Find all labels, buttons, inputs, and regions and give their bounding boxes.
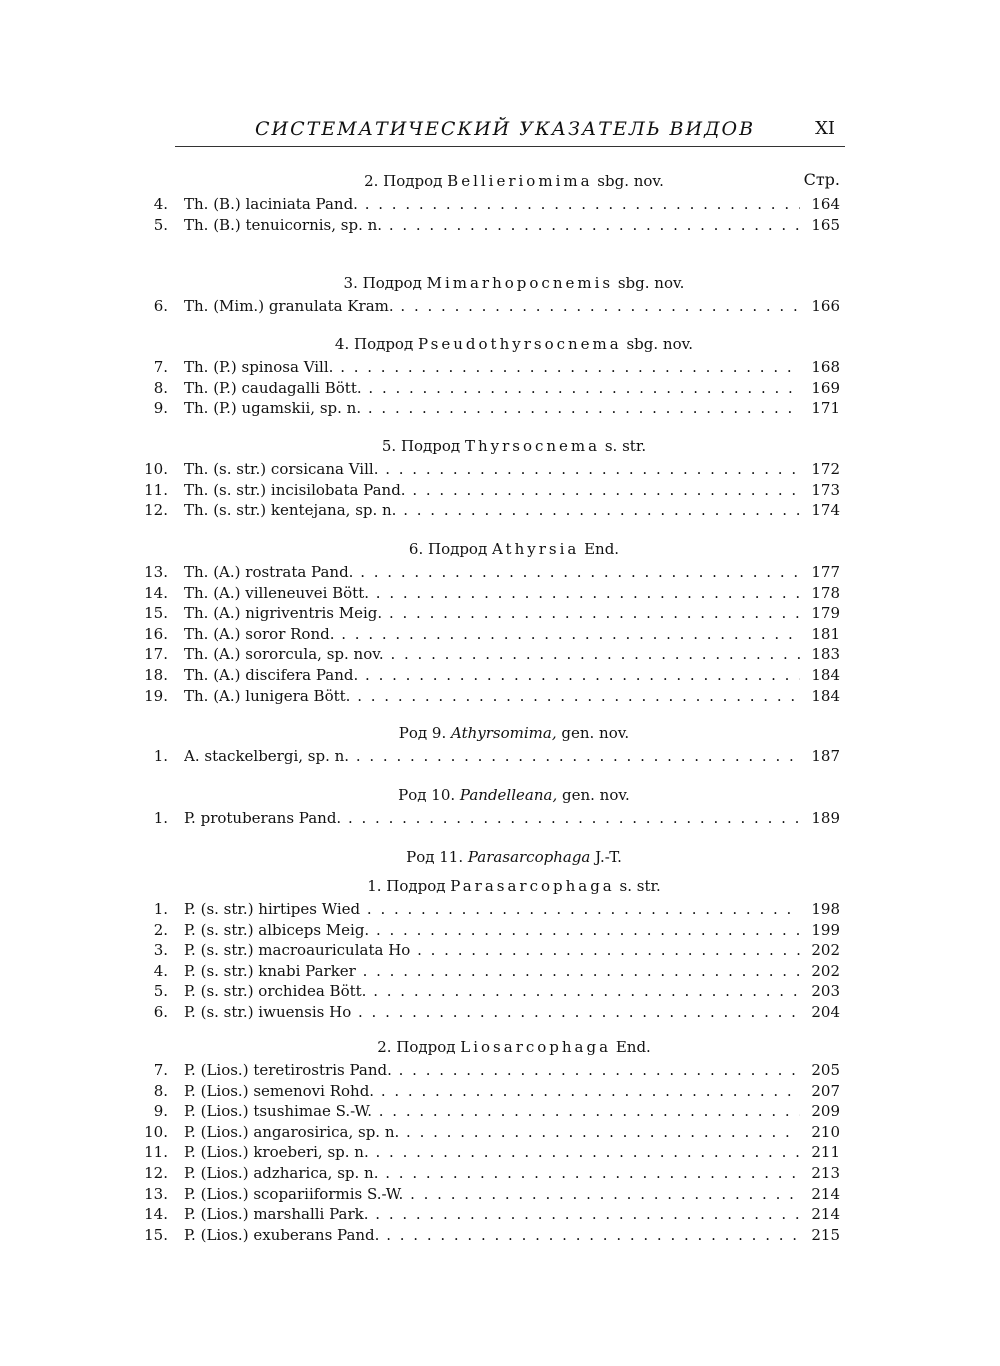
entry-page: 203 <box>800 981 840 1001</box>
entry-number: 9. <box>153 1102 168 1121</box>
index-entry <box>0 1002 1000 1022</box>
entry-page: 173 <box>800 480 840 500</box>
section-label: Род 9. <box>398 724 451 742</box>
entry-species: Th. (A.) villeneuvei Bött. . . . <box>184 583 804 603</box>
index-entry <box>0 296 1000 316</box>
entry-species: P. (Lios.) scopariiformis S.-W. . . . <box>184 1184 804 1204</box>
section-suffix: sbg. nov. <box>592 172 664 190</box>
entry-number: 1. <box>153 747 168 765</box>
entry-page: 184 <box>800 686 840 706</box>
entry-species: Th. (s. str.) kentejana, sp. n. . . . <box>184 500 804 520</box>
entry-number: 13. <box>144 563 168 581</box>
entry-number: 16. <box>144 624 168 643</box>
section-label: 4. Подрод <box>334 335 418 353</box>
entry-number: 5. <box>153 215 168 234</box>
entry-species: Th. (s. str.) corsicana Vill. . . . <box>184 459 804 479</box>
entry-number: 5. <box>153 982 168 1001</box>
entry-page: 214 <box>800 1184 840 1204</box>
section-label: Род 10. <box>398 786 460 804</box>
index-entry <box>0 1184 1000 1204</box>
section-heading <box>184 538 844 560</box>
entry-page: 204 <box>800 1002 840 1022</box>
index-entry <box>0 624 1000 644</box>
entry-number: 4. <box>153 961 168 980</box>
entry-number: 6. <box>153 297 168 315</box>
entry-page: 174 <box>800 500 840 520</box>
entry-species: Th. (A.) sororcula, sp. nov. . . . <box>184 644 804 664</box>
entry-page: 177 <box>800 562 840 582</box>
entry-number: 10. <box>144 1122 168 1141</box>
section-taxon: Mimarhopocnemis <box>426 274 614 292</box>
entry-species: P. (s. str.) knabi Parker . . . <box>184 961 804 981</box>
section-heading <box>184 875 844 897</box>
entry-page: 199 <box>800 920 840 940</box>
entry-number: 7. <box>153 358 168 376</box>
entry-page: 181 <box>800 624 840 644</box>
entry-number: 7. <box>153 1061 168 1079</box>
section-label: 5. Подрод <box>381 437 465 455</box>
index-entry <box>0 194 1000 214</box>
index-entry <box>0 920 1000 940</box>
entry-species: P. (s. str.) albiceps Meig. . . . <box>184 920 804 940</box>
entry-species: Th. (Mim.) granulata Kram. . . . <box>184 296 804 316</box>
entry-page: 187 <box>800 746 840 766</box>
entry-page: 164 <box>800 194 840 214</box>
entry-species: P. (s. str.) iwuensis Ho . . . <box>184 1002 804 1022</box>
index-entry <box>0 746 1000 766</box>
entry-species: Th. (B.) tenuicornis, sp. n. . . . <box>184 215 804 235</box>
entry-page: 209 <box>800 1101 840 1121</box>
entry-species: P. (Lios.) teretirostris Pand. . . . <box>184 1060 804 1080</box>
section-heading <box>184 722 844 744</box>
section-heading <box>184 272 844 294</box>
index-entry <box>0 459 1000 479</box>
entry-page: 214 <box>800 1204 840 1224</box>
index-entry <box>0 899 1000 919</box>
index-entry <box>0 1225 1000 1245</box>
entry-species: Th. (A.) soror Rond. . . . <box>184 624 804 644</box>
entry-number: 13. <box>144 1184 168 1203</box>
section-suffix: End. <box>579 540 620 558</box>
entry-page: 210 <box>800 1122 840 1142</box>
index-entry <box>0 1163 1000 1183</box>
entry-species: P. (Lios.) marshalli Park. . . . <box>184 1204 804 1224</box>
entry-page: 215 <box>800 1225 840 1245</box>
section-heading <box>184 333 844 355</box>
section-label: 1. Подрод <box>367 877 451 895</box>
entry-page: 172 <box>800 459 840 479</box>
index-entry <box>0 480 1000 500</box>
index-entry <box>0 398 1000 418</box>
entry-species: Th. (P.) caudagalli Bött. . . . <box>184 378 804 398</box>
section-suffix: gen. nov. <box>556 724 630 742</box>
entry-species: P. (Lios.) adzharica, sp. n. . . . <box>184 1163 804 1183</box>
entry-number: 15. <box>144 604 168 623</box>
index-entry <box>0 644 1000 664</box>
entry-page: 189 <box>800 808 840 828</box>
entry-species: P. protuberans Pand. . . . <box>184 808 804 828</box>
section-heading <box>184 846 844 868</box>
index-entry <box>0 686 1000 706</box>
index-entry <box>0 1081 1000 1101</box>
entry-number: 3. <box>153 941 168 960</box>
section-suffix: sbg. nov. <box>613 274 685 292</box>
section-taxon: Athyrsomima, <box>451 724 557 742</box>
entry-species: Th. (P.) spinosa Vill. . . . <box>184 357 804 377</box>
entry-number: 1. <box>153 809 168 827</box>
entry-number: 2. <box>153 920 168 939</box>
section-heading <box>184 1036 844 1058</box>
index-entry <box>0 1101 1000 1121</box>
index-entry <box>0 940 1000 960</box>
entry-species: P. (Lios.) exuberans Pand. . . . <box>184 1225 804 1245</box>
entry-species: P. (s. str.) macroauriculata Ho . . . <box>184 940 804 960</box>
entry-number: 4. <box>153 195 168 213</box>
index-entry <box>0 603 1000 623</box>
entry-number: 1. <box>153 900 168 918</box>
section-label: 2. Подрод <box>377 1038 461 1056</box>
entry-page: 198 <box>800 899 840 919</box>
entry-species: P. (s. str.) hirtipes Wied . . . <box>184 899 804 919</box>
entry-page: 183 <box>800 644 840 664</box>
page-number: XI <box>815 118 835 139</box>
entry-page: 165 <box>800 215 840 235</box>
index-entry <box>0 1204 1000 1224</box>
entry-species: Th. (A.) discifera Pand. . . . <box>184 665 804 685</box>
entry-number: 12. <box>144 501 168 520</box>
entry-number: 18. <box>144 666 168 684</box>
entry-number: 11. <box>144 480 168 499</box>
entry-page: 179 <box>800 603 840 623</box>
entry-number: 14. <box>144 583 168 602</box>
section-taxon: Pandelleana, <box>459 786 558 804</box>
entry-page: 202 <box>800 961 840 981</box>
section-taxon: Liosarcophaga <box>460 1038 612 1056</box>
entry-species: Th. (A.) rostrata Pand. . . . <box>184 562 804 582</box>
section-label: Род 11. <box>406 848 468 866</box>
running-title: СИСТЕМАТИЧЕСКИЙ УКАЗАТЕЛЬ ВИДОВ <box>255 118 756 140</box>
section-taxon: Thyrsocnema <box>464 437 601 455</box>
section-heading <box>184 170 844 192</box>
entry-number: 10. <box>144 460 168 478</box>
entry-page: 171 <box>800 398 840 418</box>
section-label: 6. Подрод <box>408 540 492 558</box>
entry-species: Th. (s. str.) incisilobata Pand. . . . <box>184 480 804 500</box>
entry-species: P. (s. str.) orchidea Bött. . . . <box>184 981 804 1001</box>
entry-number: 8. <box>153 1081 168 1100</box>
section-suffix: J.-T. <box>590 848 622 866</box>
section-label: 3. Подрод <box>343 274 427 292</box>
index-entry <box>0 1060 1000 1080</box>
index-entry <box>0 961 1000 981</box>
index-entry <box>0 583 1000 603</box>
section-suffix: sbg. nov. <box>621 335 694 353</box>
entry-number: 8. <box>153 378 168 397</box>
entry-number: 17. <box>144 645 168 664</box>
entry-number: 19. <box>144 686 168 705</box>
entry-species: Th. (B.) laciniata Pand. . . . <box>184 194 804 214</box>
index-entry <box>0 665 1000 685</box>
index-entry <box>0 378 1000 398</box>
section-suffix: s. str. <box>614 877 661 895</box>
entry-number: 14. <box>144 1205 168 1224</box>
entry-species: A. stackelbergi, sp. n. . . . <box>184 746 804 766</box>
entry-species: Th. (A.) nigriventris Meig. . . . <box>184 603 804 623</box>
index-entry <box>0 215 1000 235</box>
entry-species: P. (Lios.) tsushimae S.-W. . . . <box>184 1101 804 1121</box>
entry-page: 166 <box>800 296 840 316</box>
section-taxon: Parasarcophaga <box>450 877 615 895</box>
section-label: 2. Подрод <box>364 172 448 190</box>
entry-page: 213 <box>800 1163 840 1183</box>
entry-page: 202 <box>800 940 840 960</box>
entry-page: 184 <box>800 665 840 685</box>
entry-number: 15. <box>144 1225 168 1244</box>
entry-page: 169 <box>800 378 840 398</box>
entry-species: Th. (P.) ugamskii, sp. n. . . . <box>184 398 804 418</box>
index-entry <box>0 1122 1000 1142</box>
entry-number: 6. <box>153 1003 168 1021</box>
section-taxon: Pseudothyrsocnema <box>417 335 622 353</box>
entry-page: 207 <box>800 1081 840 1101</box>
section-heading <box>184 784 844 806</box>
section-heading <box>184 435 844 457</box>
entry-page: 168 <box>800 357 840 377</box>
entry-number: 9. <box>153 399 168 418</box>
entry-number: 11. <box>144 1143 168 1162</box>
entry-number: 12. <box>144 1164 168 1182</box>
index-entry <box>0 562 1000 582</box>
section-taxon: Athyrsia <box>491 540 580 558</box>
entry-species: P. (Lios.) semenovi Rohd. . . . <box>184 1081 804 1101</box>
entry-page: 178 <box>800 583 840 603</box>
index-entry <box>0 981 1000 1001</box>
entry-page: 205 <box>800 1060 840 1080</box>
index-entry <box>0 808 1000 828</box>
index-entry <box>0 1142 1000 1162</box>
entry-species: P. (Lios.) angarosirica, sp. n. . . . <box>184 1122 804 1142</box>
page-column-header: Стр. <box>803 170 840 189</box>
section-suffix: s. str. <box>600 437 647 455</box>
index-entry <box>0 357 1000 377</box>
entry-species: P. (Lios.) kroeberi, sp. n. . . . <box>184 1142 804 1162</box>
section-suffix: gen. nov. <box>557 786 630 804</box>
section-suffix: End. <box>611 1038 651 1056</box>
entry-page: 211 <box>800 1142 840 1162</box>
section-taxon: Bellieriomima <box>447 172 593 190</box>
section-taxon: Parasarcophaga <box>467 848 591 866</box>
entry-species: Th. (A.) lunigera Bött. . . . <box>184 686 804 706</box>
index-entry <box>0 500 1000 520</box>
